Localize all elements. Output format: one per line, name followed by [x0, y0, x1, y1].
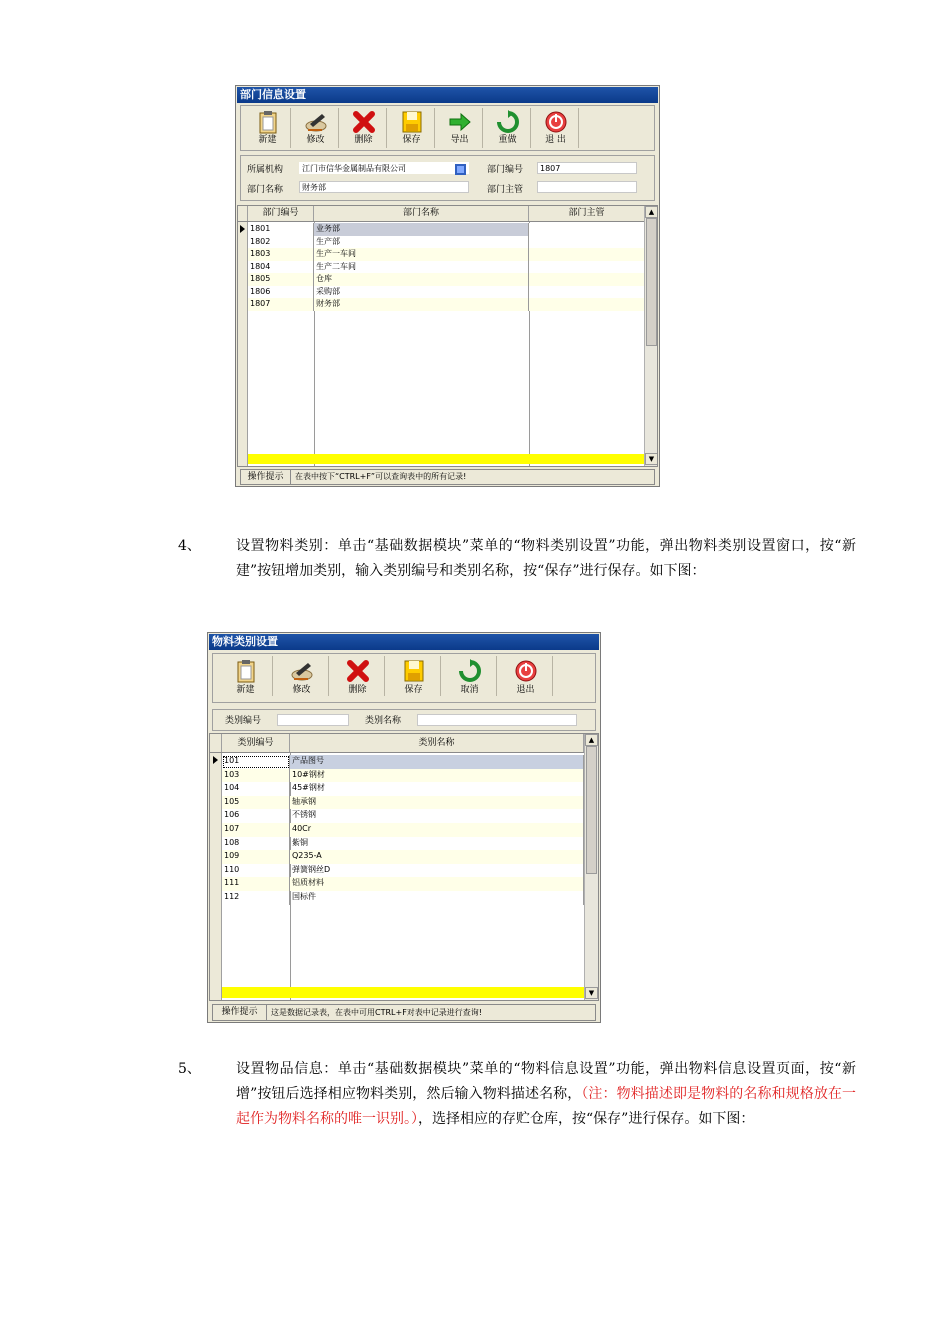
- cell-cat-name: 国标件: [290, 891, 584, 905]
- cell-cat-no: 108: [222, 837, 290, 851]
- arrow-right-icon: [448, 110, 472, 134]
- cell-dept-name: 生产二车间: [314, 261, 529, 274]
- dept-name-label: 部门名称: [247, 185, 284, 195]
- dept-window: [235, 85, 660, 487]
- cell-cat-no: 103: [222, 769, 290, 783]
- scroll-thumb[interactable]: [646, 218, 657, 346]
- cell-dept-no: 1807: [248, 298, 314, 311]
- step-4-number: 4、: [178, 538, 201, 554]
- cell-cat-no: 111: [222, 877, 290, 891]
- delete-x-icon: [346, 658, 370, 684]
- col-header-cat-name[interactable]: 类别名称: [290, 734, 584, 752]
- header-corner: [238, 206, 248, 221]
- vertical-scrollbar[interactable]: [584, 734, 598, 1000]
- dept-no-field[interactable]: 1807: [537, 162, 637, 174]
- cell-dept-no: 1802: [248, 236, 314, 249]
- cell-cat-no: 109: [222, 850, 290, 864]
- category-toolbar: [212, 653, 596, 703]
- delete-button[interactable]: 删除: [341, 108, 387, 148]
- cell-cat-name: 铝质材料: [290, 877, 584, 891]
- dept-head-field[interactable]: [537, 181, 637, 193]
- refresh-icon: [458, 658, 482, 684]
- cell-dept-head: [529, 223, 645, 236]
- edit-button[interactable]: 修改: [293, 108, 339, 148]
- cell-dept-no: 1803: [248, 248, 314, 261]
- vertical-scrollbar[interactable]: [644, 206, 658, 466]
- cell-dept-head: [529, 248, 645, 261]
- table-row[interactable]: [248, 298, 645, 311]
- header-corner: [210, 734, 222, 752]
- dept-table-header: [238, 206, 645, 222]
- new-button[interactable]: 新建: [219, 656, 273, 696]
- clipboard-icon: [257, 110, 279, 134]
- cell-cat-no: 110: [222, 864, 290, 878]
- cat-name-label: 类别名称: [365, 716, 402, 726]
- cell-dept-head: [529, 236, 645, 249]
- export-button[interactable]: 导出: [437, 108, 483, 148]
- org-field[interactable]: 江门市信华金属制品有限公司: [299, 162, 469, 174]
- table-row[interactable]: [222, 850, 584, 864]
- table-row[interactable]: [248, 286, 645, 299]
- col-header-dept-name[interactable]: 部门名称: [314, 206, 529, 221]
- clipboard-icon: [235, 658, 257, 684]
- row-indicator-column: [238, 222, 248, 466]
- category-form: [212, 709, 596, 731]
- cell-dept-no: 1806: [248, 286, 314, 299]
- cell-cat-no: 112: [222, 891, 290, 905]
- dept-toolbar: [240, 105, 655, 151]
- step-5-note: （注：物料描述即是物料的名称和规格放在一起作为物料名称的唯一识别。）: [236, 1086, 857, 1127]
- save-button[interactable]: 保存: [389, 108, 435, 148]
- cell-cat-name: 10#钢材: [290, 769, 584, 783]
- table-row[interactable]: [248, 273, 645, 286]
- cell-cat-name: Q235-A: [290, 850, 584, 864]
- redo-button[interactable]: 重做: [485, 108, 531, 148]
- cancel-button[interactable]: 取消: [443, 656, 497, 696]
- scroll-up-button[interactable]: ▲: [585, 734, 598, 746]
- edit-icon: [304, 110, 328, 134]
- category-hint-bar: [212, 1004, 596, 1021]
- cat-name-field[interactable]: [417, 714, 577, 726]
- cell-cat-name: 产品图号: [290, 755, 584, 769]
- save-button[interactable]: 保存: [387, 656, 441, 696]
- cell-dept-name: 生产部: [314, 236, 529, 249]
- power-icon: [514, 658, 538, 684]
- scroll-up-button[interactable]: ▲: [645, 206, 658, 218]
- step-5-text-before: 设置物品信息：单击“基础数据模块”菜单的“物料信息设置”功能，弹出物料信息设置页面，按“新增”按钮后选择相应物料类别，然后输入物料描述名称，: [236, 1061, 856, 1102]
- table-row[interactable]: [222, 769, 584, 783]
- lookup-icon[interactable]: [455, 164, 466, 175]
- cell-dept-no: 1804: [248, 261, 314, 274]
- cell-dept-no: 1801: [248, 223, 314, 236]
- cell-cat-name: 轴承钢: [290, 796, 584, 810]
- cell-cat-name: 紫铜: [290, 837, 584, 851]
- hint-text: 这是数据记录表，在表中可用CTRL+F对表中记录进行查询!: [271, 1008, 482, 1017]
- category-window-title: 物料类别设置: [209, 634, 599, 650]
- cell-dept-head: [529, 298, 645, 311]
- table-row[interactable]: [248, 261, 645, 274]
- delete-x-icon: [352, 110, 376, 134]
- table-row[interactable]: [222, 755, 584, 769]
- category-window: [207, 632, 601, 1023]
- cell-dept-name: 采购部: [314, 286, 529, 299]
- save-disk-icon: [402, 658, 426, 684]
- row-indicator-column: [210, 753, 222, 1000]
- delete-button[interactable]: 删除: [331, 656, 385, 696]
- cell-cat-name: 40Cr: [290, 823, 584, 837]
- cell-dept-head: [529, 261, 645, 274]
- cell-dept-name: 业务部: [314, 223, 529, 236]
- exit-button[interactable]: 退出: [499, 656, 553, 696]
- dept-hint-bar: [240, 469, 655, 485]
- exit-button[interactable]: 退 出: [533, 108, 579, 148]
- cell-cat-name: 弹簧钢丝D: [290, 864, 584, 878]
- scroll-down-button[interactable]: ▼: [645, 453, 658, 465]
- table-row[interactable]: [222, 877, 584, 891]
- table-row[interactable]: [222, 823, 584, 837]
- hint-label: 操作提示: [213, 1005, 267, 1020]
- edit-icon: [290, 658, 314, 684]
- step-4-paragraph: 设置物料类别：单击“基础数据模块”菜单的“物料类别设置”功能，弹出物料类别设置窗口，按“新建”按钮增加类别，输入类别编号和类别名称，按“保存”进行保存。如下图：: [236, 538, 856, 579]
- cell-dept-no: 1805: [248, 273, 314, 286]
- cell-dept-head: [529, 273, 645, 286]
- cat-no-field[interactable]: [277, 714, 349, 726]
- table-row[interactable]: [248, 248, 645, 261]
- col-header-cat-no[interactable]: 类别编号: [222, 734, 290, 752]
- cell-cat-name: 45#钢材: [290, 782, 584, 796]
- hint-label: 操作提示: [241, 470, 291, 484]
- table-footer-row: [248, 454, 645, 464]
- table-row[interactable]: [222, 796, 584, 810]
- category-table: [209, 733, 599, 1001]
- cell-cat-no: 107: [222, 823, 290, 837]
- power-icon: [544, 110, 568, 134]
- table-row[interactable]: [222, 837, 584, 851]
- cell-cat-no: 101: [222, 755, 290, 769]
- table-footer-row: [222, 987, 584, 998]
- col-header-dept-no[interactable]: 部门编号: [248, 206, 314, 221]
- step-5-paragraph: [236, 1057, 856, 1132]
- cell-dept-name: 仓库: [314, 273, 529, 286]
- dept-no-label: 部门编号: [487, 165, 524, 175]
- table-row[interactable]: [222, 891, 584, 905]
- table-row[interactable]: [222, 809, 584, 823]
- org-label: 所属机构: [247, 165, 284, 175]
- table-row[interactable]: [222, 782, 584, 796]
- current-row-pointer-icon: [240, 225, 245, 233]
- edit-button[interactable]: 修改: [275, 656, 329, 696]
- cell-dept-name: 生产一车间: [314, 248, 529, 261]
- scroll-thumb[interactable]: [586, 746, 597, 874]
- cell-cat-name: 不锈钢: [290, 809, 584, 823]
- dept-window-title: 部门信息设置: [237, 87, 658, 103]
- hint-text: 在表中按下“CTRL+F”可以查询表中的所有记录!: [295, 472, 467, 481]
- cell-cat-no: 104: [222, 782, 290, 796]
- cell-cat-no: 106: [222, 809, 290, 823]
- step-5-number: 5、: [178, 1061, 201, 1077]
- dept-name-field[interactable]: 财务部: [299, 181, 469, 193]
- dept-table: [237, 205, 658, 467]
- table-row[interactable]: [222, 864, 584, 878]
- col-header-dept-head[interactable]: 部门主管: [529, 206, 645, 221]
- refresh-icon: [496, 110, 520, 134]
- cell-cat-no: 105: [222, 796, 290, 810]
- scroll-down-button[interactable]: ▼: [585, 987, 598, 999]
- cell-dept-name: 财务部: [314, 298, 529, 311]
- save-disk-icon: [400, 110, 424, 134]
- cell-dept-head: [529, 286, 645, 299]
- new-button[interactable]: 新建: [245, 108, 291, 148]
- step-5-text-after: ，选择相应的存贮仓库，按“保存”进行保存。如下图：: [418, 1111, 755, 1127]
- category-table-header: [210, 734, 586, 753]
- dept-form: [240, 155, 655, 201]
- table-row[interactable]: [248, 236, 645, 249]
- current-row-pointer-icon: [213, 756, 218, 764]
- cat-no-label: 类别编号: [225, 716, 262, 726]
- table-row[interactable]: [248, 223, 645, 236]
- dept-head-label: 部门主管: [487, 185, 524, 195]
